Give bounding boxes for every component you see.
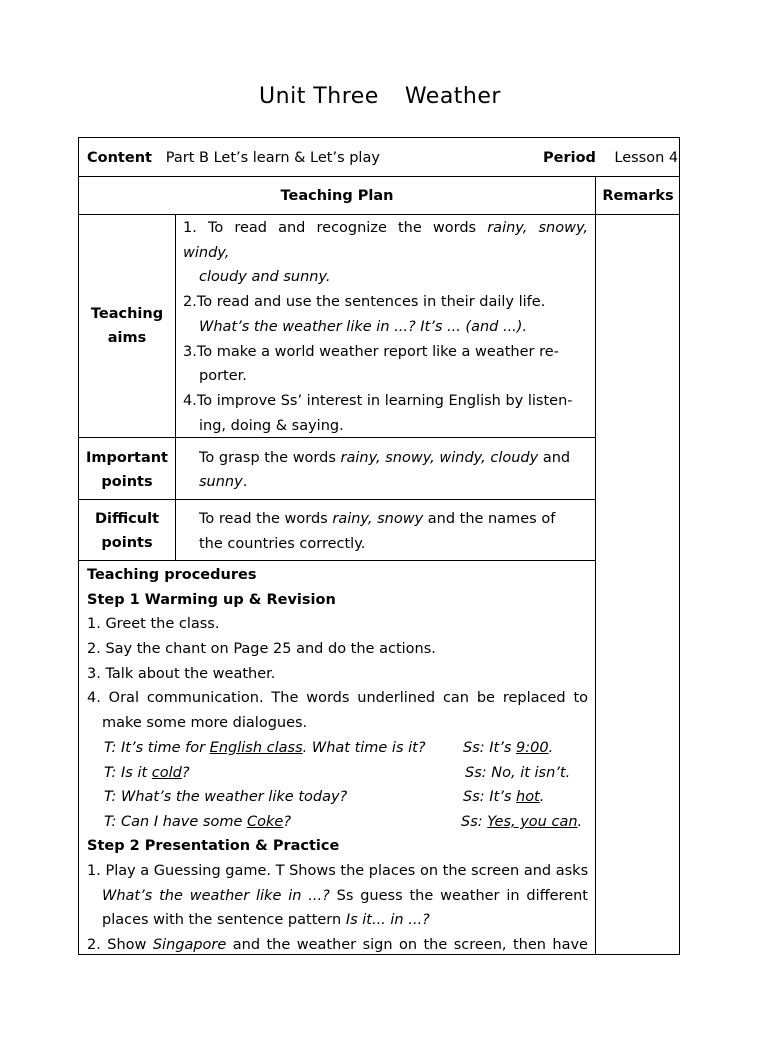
step-1-item: 2. Say the chant on Page 25 and do the actions. — [87, 641, 436, 657]
row-divider — [78, 499, 595, 500]
step-2-item-cont: What’s the weather like in ...? Ss guess the weather in different — [102, 888, 588, 904]
teaching-aims-label: Teaching aims — [90, 306, 164, 346]
dialogue-teacher-line: T: What’s the weather like today? — [104, 789, 348, 805]
difficult-points-cont: the countries correctly. — [199, 536, 366, 552]
period-value: Lesson 4 — [614, 150, 679, 166]
procedures-heading: Teaching procedures — [87, 567, 257, 583]
step-1-item-cont: make some more dialogues. — [102, 715, 308, 731]
step-2-heading: Step 2 Presentation & Practice — [87, 838, 340, 854]
unit-title: Unit Three — [259, 84, 379, 109]
remarks-heading: Remarks — [602, 188, 674, 204]
important-points-text: To grasp the words rainy, snowy, windy, cloudy and — [199, 450, 571, 466]
step-1-item: 3. Talk about the weather. — [87, 666, 276, 682]
row-divider — [78, 176, 680, 177]
step-1-item: 1. Greet the class. — [87, 616, 220, 632]
aim-4: 4.To improve Ss’ interest in learning English by listen- — [183, 393, 573, 409]
period-label: Period — [543, 150, 596, 166]
step-2-item: 1. Play a Guessing game. T Shows the places on the screen and asks — [87, 863, 589, 879]
topic-title: Weather — [404, 84, 501, 109]
step-2-item-cont: places with the sentence pattern Is it... in ...? — [102, 912, 430, 928]
teaching-plan-heading: Teaching Plan — [280, 188, 394, 204]
content-row — [87, 146, 380, 171]
aim-1-words: cloudy and sunny. — [199, 269, 331, 285]
difficult-points-label: Difficult points — [95, 511, 159, 551]
step-1-heading: Step 1 Warming up & Revision — [87, 592, 336, 608]
dialogue-students-line: Ss: Yes, you can. — [461, 814, 583, 830]
dialogue-teacher-line: T: Can I have some Coke? — [104, 814, 292, 830]
important-points-label: Important points — [86, 450, 168, 490]
aim-1: 1. To read and recognize the words rainy, snowy, — [183, 220, 589, 236]
dialogue-students-line: Ss: No, it isn’t. — [465, 765, 571, 781]
aim-2-pattern: What’s the weather like in ...? It’s ... (and ...). — [199, 319, 528, 335]
dialogue-teacher-line: T: Is it cold? — [104, 765, 190, 781]
step-2-item: 2. Show Singapore and the weather sign on the screen, then have — [87, 937, 588, 953]
page-title — [0, 84, 760, 109]
remarks-column-divider — [595, 176, 596, 955]
row-divider — [78, 560, 595, 561]
dialogue-teacher-line: T: It’s time for English class. What time is it? — [104, 740, 426, 756]
content-label: Content — [87, 150, 152, 166]
aim-3-cont: porter. — [199, 368, 247, 384]
aim-4-cont: ing, doing & saying. — [199, 418, 344, 434]
aim-1-cont: windy, — [183, 245, 230, 261]
aim-2: 2.To read and use the sentences in their daily life. — [183, 294, 546, 310]
dialogue-students-line: Ss: It’s 9:00. — [463, 740, 554, 756]
label-column-divider — [175, 214, 176, 560]
aim-3: 3.To make a world weather report like a weather re- — [183, 344, 559, 360]
step-1-item: 4. Oral communication. The words underlined can be replaced to — [87, 690, 588, 706]
row-divider — [78, 214, 680, 215]
period-row — [543, 146, 678, 171]
important-points-cont: sunny. — [199, 474, 248, 490]
difficult-points-text: To read the words rainy, snowy and the names of — [199, 511, 556, 527]
content-value: Part B Let’s learn & Let’s play — [165, 150, 380, 166]
dialogue-students-line: Ss: It’s hot. — [463, 789, 545, 805]
